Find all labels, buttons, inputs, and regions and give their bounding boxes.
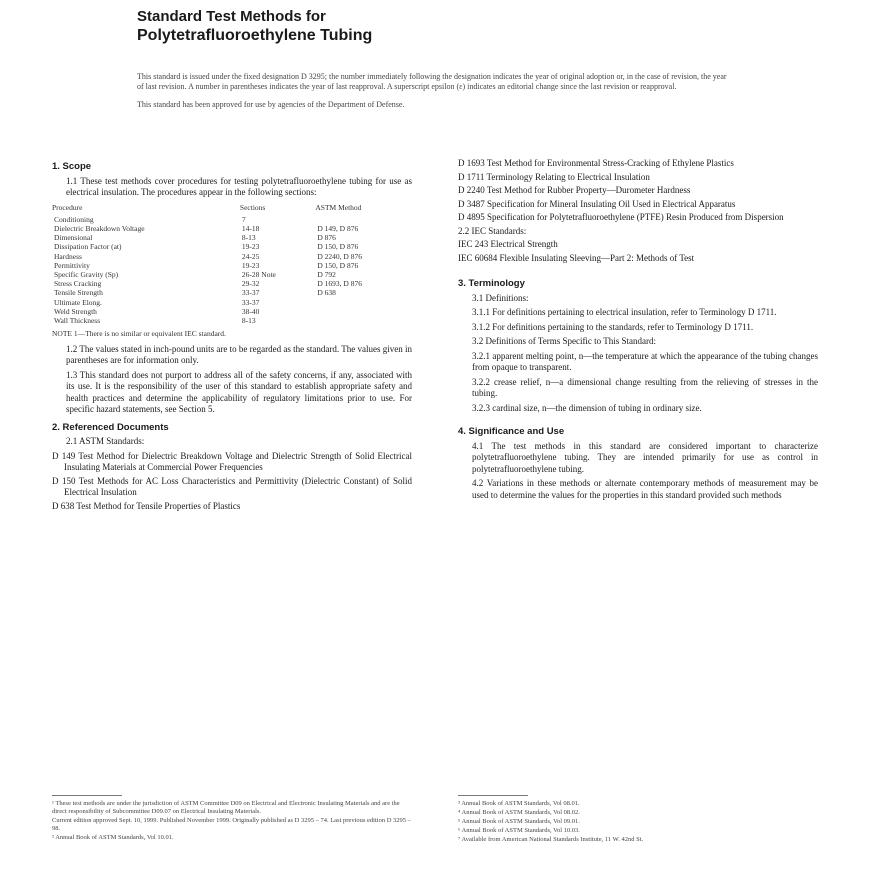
footnote: ⁶ Annual Book of ASTM Standards, Vol 10.03. bbox=[458, 827, 580, 834]
footnotes-right bbox=[458, 800, 818, 845]
table-cell: Permittivity bbox=[54, 260, 90, 270]
reference-item: D 3487 Specification for Mineral Insulating Oil Used in Electrical Apparatus bbox=[458, 198, 736, 209]
table-row bbox=[52, 270, 412, 279]
footnote-divider bbox=[52, 795, 122, 796]
reference-item: D 4895 Specification for Polytetrafluoroethylene (PTFE) Resin Produced from Dispersion bbox=[458, 212, 784, 222]
table-cell: D 876 bbox=[317, 233, 336, 243]
reference-item: D 2240 Test Method for Rubber Property—Durometer Hardness bbox=[458, 185, 691, 195]
terminology-item: 3.2.1 apparent melting point, n—the temperature at which the appearance of the tubing changes from opaque to transparent. bbox=[472, 350, 818, 372]
table-cell: 38-40 bbox=[241, 306, 260, 316]
footnote: ³ Annual Book of ASTM Standards, Vol 08.01. bbox=[458, 800, 580, 807]
footnote: ⁴ Annual Book of ASTM Standards, Vol 08.02. bbox=[458, 809, 580, 816]
referenced-subheading: 2.1 ASTM Standards: bbox=[66, 436, 145, 447]
terminology-item: 3.1 Definitions: bbox=[472, 292, 529, 303]
table-cell: 19-23 bbox=[241, 260, 260, 270]
table-cell bbox=[315, 215, 412, 224]
footnote: Current edition approved Sept. 10, 1999. Published November 1999. Originally published as D 3295 – 74. Last previous edition D 3295 – 98. bbox=[52, 817, 411, 832]
table-cell: Tensile Strength bbox=[54, 288, 103, 298]
procedure-table-body bbox=[52, 215, 412, 325]
table-cell: Specific Gravity (Sp) bbox=[54, 269, 119, 279]
table-cell: 29-32 bbox=[241, 279, 260, 289]
table-cell: D 149, D 876 bbox=[317, 223, 359, 233]
scope-note: NOTE 1—There is no similar or equivalent IEC standard. bbox=[52, 329, 226, 339]
table-cell: 14-18 bbox=[241, 223, 260, 233]
table-cell: Dielectric Breakdown Voltage bbox=[54, 223, 145, 233]
reference-item: D 638 Test Method for Tensile Properties of Plastics bbox=[52, 500, 241, 511]
table-row bbox=[52, 224, 412, 233]
table-cell bbox=[315, 307, 412, 316]
table-cell: Conditioning bbox=[54, 214, 94, 224]
table-header: ASTM Method bbox=[315, 202, 362, 212]
table-cell: Ultimate Elong. bbox=[54, 297, 102, 307]
document-title-line2: Polytetrafluoroethylene Tubing bbox=[137, 27, 373, 44]
table-cell: D 792 bbox=[317, 269, 336, 279]
table-cell: Stress Cracking bbox=[54, 279, 102, 289]
table-row bbox=[52, 288, 412, 297]
scope-paragraph: 1.3 This standard does not purport to address all of the safety concerns, if any, associated with its use. It is the responsibility of the user of this standard to establish appropriate safety and health practices and determine the applicability of regulatory limitations prior to use. For specific hazard statements, see Section 5. bbox=[66, 369, 412, 415]
terminology-item: 3.2.3 cardinal size, n—the dimension of tubing in ordinary size. bbox=[472, 402, 702, 413]
table-header: Procedure bbox=[52, 202, 83, 212]
table-header-row bbox=[52, 203, 412, 215]
significance-paragraph: 4.2 Variations in these methods or alternate contemporary methods of measurement may be used to determine the values for the properties in this standard provided such methods bbox=[472, 478, 818, 500]
table-cell: D 1693, D 876 bbox=[317, 279, 362, 289]
footnote: ⁷ Available from American National Standards Institute, 11 W. 42nd St. bbox=[458, 836, 644, 843]
reference-item: IEC 60684 Flexible Insulating Sleeving—Part 2: Methods of Test bbox=[458, 252, 695, 263]
table-cell: Dimensional bbox=[54, 233, 93, 243]
table-cell: 8-13 bbox=[241, 233, 256, 243]
table-row bbox=[52, 215, 412, 224]
section-heading-significance: 4. Significance and Use bbox=[458, 426, 565, 437]
scope-paragraph: 1.2 The values stated in inch-pound units are to be regarded as the standard. The values given in parentheses are for information only. bbox=[66, 343, 412, 366]
footnote: ¹ These test methods are under the jurisdiction of ASTM Committee D09 on Electrical and Electronic Insulating Materials and are the direct responsibility of Subcommittee D09.07 on Electrical Insulating Materials. bbox=[52, 800, 400, 815]
scope-paragraph: 1.1 These test methods cover procedures for testing polytetrafluoroethylene tubing for use as electrical insulation. The procedures appear in the following sections: bbox=[66, 175, 412, 197]
table-row bbox=[52, 261, 412, 270]
intro-paragraph: This standard has been approved for use by agencies of the Department of Defense. bbox=[137, 100, 405, 109]
reference-item: D 150 Test Methods for AC Loss Characteristics and Permittivity (Dielectric Constant) of Solid Electrical Insulation bbox=[52, 475, 412, 498]
table-cell: Weld Strength bbox=[54, 306, 97, 316]
table-row bbox=[52, 298, 412, 307]
reference-item: D 1693 Test Method for Environmental Stress-Cracking of Ethylene Plastics bbox=[458, 158, 734, 168]
footnotes-left bbox=[52, 800, 412, 843]
table-cell: Hardness bbox=[54, 251, 82, 261]
table-cell: 26-28 Note bbox=[241, 269, 276, 279]
significance-paragraph: 4.1 The test methods in this standard are considered important to characterize polytetrafluoroethylene tubing. They are intended primarily for use as control in polytetrafluoroethylene tubing. bbox=[472, 440, 818, 474]
reference-item: D 1711 Terminology Relating to Electrical Insulation bbox=[458, 171, 650, 182]
terminology-item: 3.2 Definitions of Terms Specific to This Standard: bbox=[472, 336, 657, 346]
table-row bbox=[52, 316, 412, 325]
table-cell: D 2240, D 876 bbox=[317, 251, 362, 261]
intro-paragraph: This standard is issued under the fixed designation D 3295; the number immediately following the designation indicates the year of original adoption or, in the case of revision, the year of last revision. A number in parentheses indicates the year of last reapproval. A superscript epsilon (ε) indicates an editorial change since the last revision or reapproval. bbox=[137, 72, 727, 91]
section-heading-scope: 1. Scope bbox=[52, 161, 92, 172]
table-cell: 33-37 bbox=[241, 288, 260, 298]
reference-item: 2.2 IEC Standards: bbox=[458, 225, 527, 236]
terminology-list bbox=[458, 293, 818, 415]
left-column bbox=[52, 155, 412, 514]
table-row bbox=[52, 307, 412, 316]
table-cell bbox=[315, 298, 412, 307]
footnote: ² Annual Book of ASTM Standards, Vol 10.01. bbox=[52, 834, 174, 841]
table-row bbox=[52, 233, 412, 242]
reference-list-left bbox=[52, 451, 412, 513]
terminology-item: 3.2.2 crease relief, n—a dimensional change resulting from the relieving of stresses in the tubing. bbox=[472, 376, 818, 398]
table-cell: 24-25 bbox=[241, 251, 260, 261]
reference-item: IEC 243 Electrical Strength bbox=[458, 239, 558, 249]
table-cell: Dissipation Factor (at) bbox=[54, 242, 122, 252]
document-title-line1: Standard Test Methods for bbox=[137, 8, 326, 25]
section-heading-terminology: 3. Terminology bbox=[458, 278, 525, 289]
table-cell bbox=[315, 316, 412, 325]
right-column bbox=[458, 158, 818, 504]
table-cell: D 638 bbox=[317, 288, 336, 298]
terminology-item: 3.1.1 For definitions pertaining to electrical insulation, refer to Terminology D 1711. bbox=[472, 307, 777, 317]
table-cell: Wall Thickness bbox=[54, 315, 101, 325]
table-header: Sections bbox=[239, 202, 266, 212]
table-row bbox=[52, 252, 412, 261]
table-cell: 7 bbox=[241, 214, 246, 224]
table-row bbox=[52, 242, 412, 251]
reference-item: D 149 Test Method for Dielectric Breakdown Voltage and Dielectric Strength of Solid Electrical Insulating Materials at Commercial Power Frequencies bbox=[52, 450, 412, 473]
table-row bbox=[52, 279, 412, 288]
table-cell: 33-37 bbox=[241, 297, 260, 307]
section-heading-referenced: 2. Referenced Documents bbox=[52, 421, 169, 433]
reference-list-right bbox=[458, 158, 818, 264]
procedure-table bbox=[52, 203, 412, 326]
table-cell: 8-13 bbox=[241, 315, 256, 325]
table-cell: D 150, D 876 bbox=[317, 260, 359, 270]
footnote-divider bbox=[458, 795, 528, 796]
terminology-item: 3.1.2 For definitions pertaining to the standards, refer to Terminology D 1711. bbox=[472, 321, 754, 332]
intro-notes bbox=[137, 72, 735, 118]
table-cell: 19-23 bbox=[241, 242, 260, 252]
table-cell: D 150, D 876 bbox=[317, 242, 359, 252]
title-block bbox=[137, 8, 787, 46]
footnote: ⁵ Annual Book of ASTM Standards, Vol 09.01. bbox=[458, 818, 580, 825]
